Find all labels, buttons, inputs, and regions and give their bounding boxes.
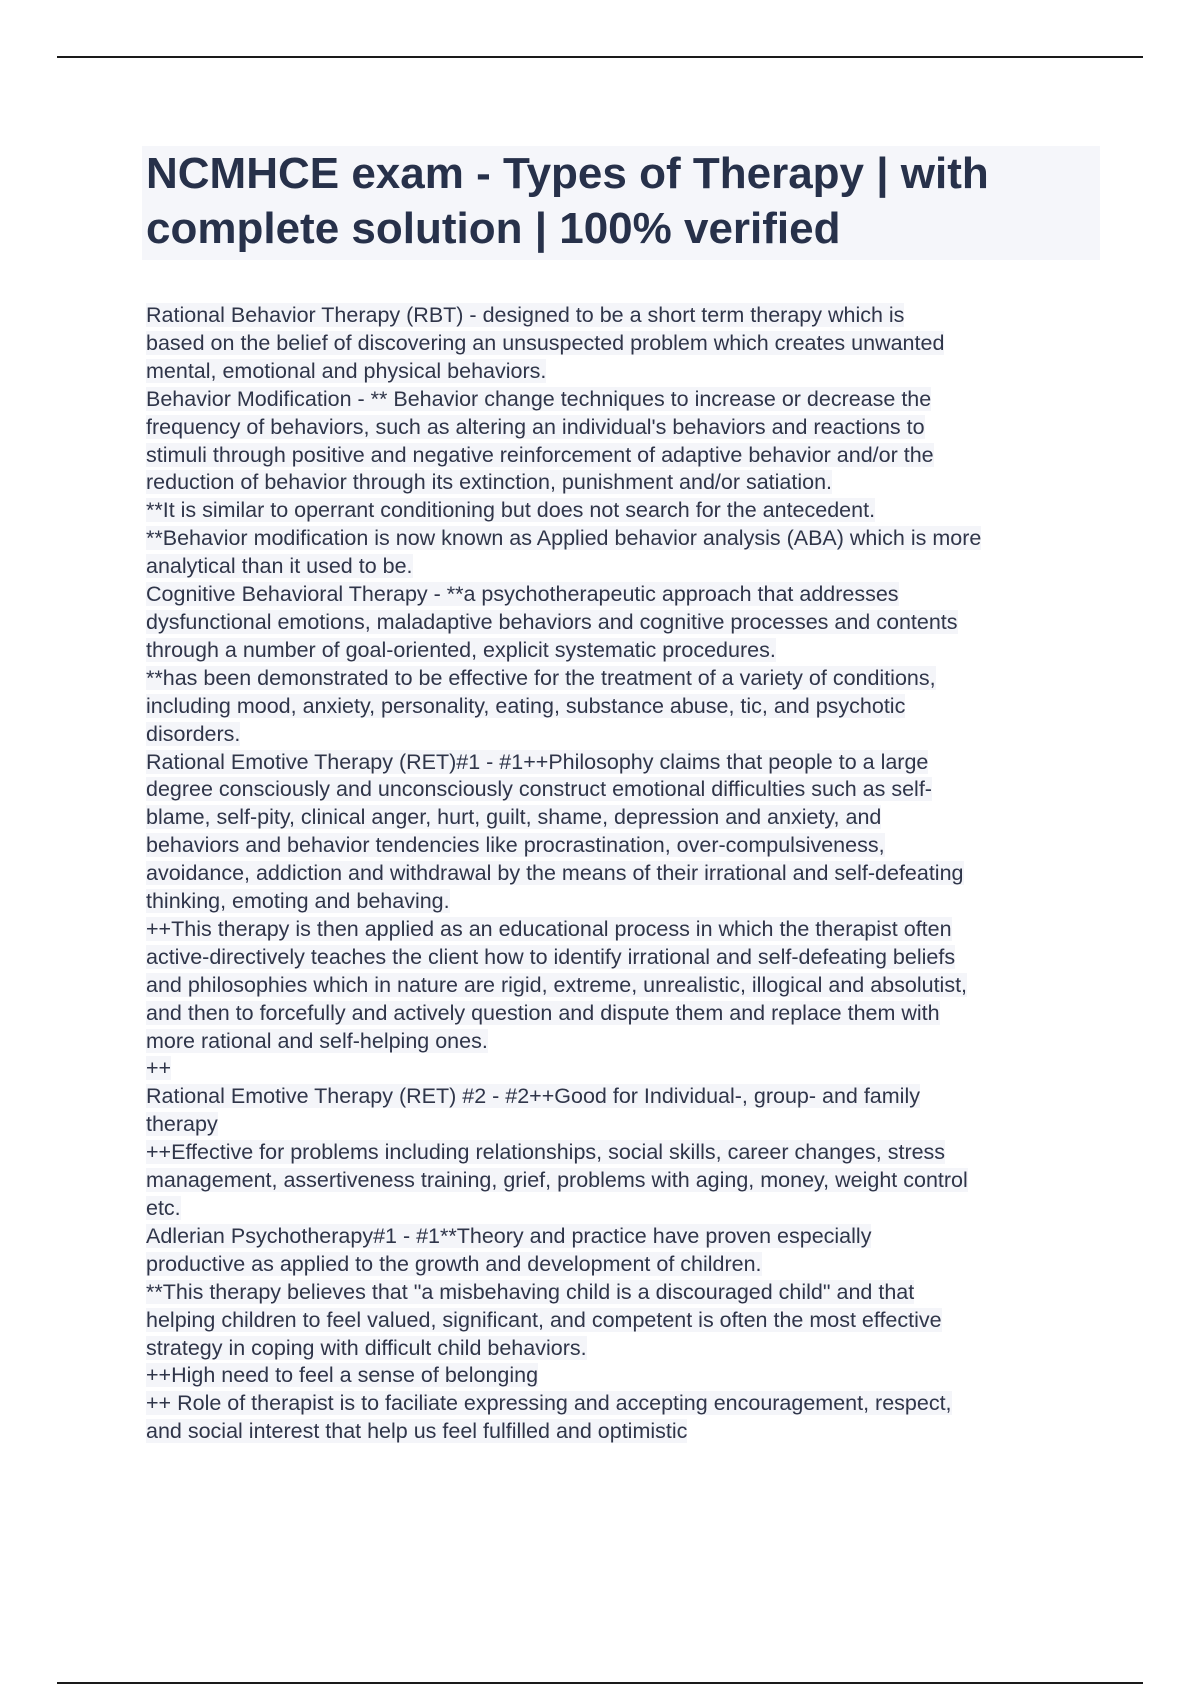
body-line-text: and then to forcefully and actively question and dispute them and replace them with xyxy=(146,1000,940,1025)
body-line xyxy=(146,1195,1096,1223)
body-line-text: **Behavior modification is now known as Applied behavior analysis (ABA) which is more xyxy=(146,526,982,551)
body-line-text: etc. xyxy=(146,1196,181,1220)
body-line-text: strategy in coping with difficult child behaviors. xyxy=(146,1335,587,1360)
body-line-text: thinking, emoting and behaving. xyxy=(146,889,450,914)
body-line xyxy=(146,1111,1096,1139)
body-line xyxy=(146,888,1096,916)
body-line xyxy=(146,944,1096,972)
body-line-text: ++This therapy is then applied as an educational process in which the therapist often xyxy=(146,916,952,941)
body-line xyxy=(146,776,1096,804)
document-body xyxy=(146,302,1096,1446)
body-line-text: blame, self-pity, clinical anger, hurt, guilt, shame, depression and anxiety, and xyxy=(146,805,882,830)
body-line-text: active-directively teaches the client how to identify irrational and self-defeating beliefs xyxy=(146,944,956,969)
body-line-text: **This therapy believes that "a misbehaving child is a discouraged child" and that xyxy=(146,1279,915,1304)
body-line-text: dysfunctional emotions, maladaptive behaviors and cognitive processes and contents xyxy=(146,609,958,634)
body-line xyxy=(146,860,1096,888)
body-line-text: ++Effective for problems including relationships, social skills, career changes, stress xyxy=(146,1140,946,1165)
body-line-text: stimuli through positive and negative reinforcement of adaptive behavior and/or the xyxy=(146,442,934,467)
body-line-text: based on the belief of discovering an unsuspected problem which creates unwanted xyxy=(146,330,945,355)
body-line xyxy=(146,1167,1096,1195)
body-line xyxy=(146,637,1096,665)
body-line xyxy=(146,1139,1096,1167)
top-rule xyxy=(57,56,1143,58)
body-line-text: therapy xyxy=(146,1112,218,1137)
body-line-text: Rational Emotive Therapy (RET)#1 - #1++Philosophy claims that people to a large xyxy=(146,749,929,774)
body-line-text: reduction of behavior through its extinction, punishment and/or satiation. xyxy=(146,470,833,495)
body-line xyxy=(146,832,1096,860)
body-line xyxy=(146,414,1096,442)
body-line-text: Adlerian Psychotherapy#1 - #1**Theory and practice have proven especially xyxy=(146,1223,872,1248)
body-line xyxy=(146,749,1096,777)
bottom-rule xyxy=(57,1682,1143,1684)
body-line xyxy=(146,1279,1096,1307)
body-line-text: **has been demonstrated to be effective for the treatment of a variety of conditions, xyxy=(146,665,936,690)
body-line xyxy=(146,1000,1096,1028)
body-line-text: disorders. xyxy=(146,721,241,746)
body-line-text: and philosophies which in nature are rigid, extreme, unrealistic, illogical and absolutist, xyxy=(146,972,968,997)
body-line xyxy=(146,1083,1096,1111)
body-line-text: Rational Behavior Therapy (RBT) - designed to be a short term therapy which is xyxy=(146,303,905,327)
body-line xyxy=(146,1335,1096,1363)
body-line-text: ++ xyxy=(146,1056,172,1081)
body-line-text: more rational and self-helping ones. xyxy=(146,1028,488,1053)
body-line-text: management, assertiveness training, grief, problems with aging, money, weight control xyxy=(146,1168,968,1193)
body-line xyxy=(146,469,1096,497)
body-line xyxy=(146,1223,1096,1251)
body-line-text: analytical than it used to be. xyxy=(146,554,413,579)
body-line xyxy=(146,1307,1096,1335)
body-line-text: Rational Emotive Therapy (RET) #2 - #2++Good for Individual-, group- and family xyxy=(146,1084,920,1109)
body-line xyxy=(146,1418,1096,1446)
body-line-text: ++High need to feel a sense of belonging xyxy=(146,1363,539,1388)
body-line xyxy=(146,1055,1096,1083)
document-title: NCMHCE exam - Types of Therapy | with complete solution | 100% verified xyxy=(146,149,989,253)
body-line xyxy=(146,302,1096,330)
body-line xyxy=(146,1390,1096,1418)
body-line-text: Behavior Modification - ** Behavior change techniques to increase or decrease the xyxy=(146,386,932,411)
body-line xyxy=(146,442,1096,470)
body-line-text: mental, emotional and physical behaviors. xyxy=(146,358,547,383)
body-line-text: helping children to feel valued, significant, and competent is often the most effective xyxy=(146,1307,942,1332)
body-line-text: Cognitive Behavioral Therapy - **a psychotherapeutic approach that addresses xyxy=(146,582,899,607)
body-line-text: frequency of behaviors, such as altering an individual's behaviors and reactions to xyxy=(146,414,925,439)
body-line-text: including mood, anxiety, personality, eating, substance abuse, tic, and psychotic xyxy=(146,693,906,718)
body-line xyxy=(146,581,1096,609)
body-line xyxy=(146,330,1096,358)
body-line xyxy=(146,916,1096,944)
body-line xyxy=(146,721,1096,749)
body-line xyxy=(146,1251,1096,1279)
body-line xyxy=(146,1362,1096,1390)
body-line-text: behaviors and behavior tendencies like procrastination, over-compulsiveness, xyxy=(146,833,885,858)
body-line-text: degree consciously and unconsciously construct emotional difficulties such as self- xyxy=(146,777,932,802)
body-line xyxy=(146,693,1096,721)
body-line xyxy=(146,525,1096,553)
body-line xyxy=(146,386,1096,414)
body-line xyxy=(146,972,1096,1000)
body-line xyxy=(146,497,1096,525)
body-line-text: ++ Role of therapist is to faciliate expressing and accepting encouragement, respect, xyxy=(146,1391,952,1416)
body-line-text: avoidance, addiction and withdrawal by the means of their irrational and self-defeating xyxy=(146,861,964,886)
body-line-text: **It is similar to operrant conditioning but does not search for the antecedent. xyxy=(146,498,876,523)
title-block xyxy=(142,146,1100,260)
body-line xyxy=(146,804,1096,832)
body-line xyxy=(146,609,1096,637)
body-line xyxy=(146,358,1096,386)
body-line-text: through a number of goal-oriented, explicit systematic procedures. xyxy=(146,637,776,662)
body-line xyxy=(146,1028,1096,1056)
body-line-text: and social interest that help us feel fulfilled and optimistic xyxy=(146,1419,688,1444)
body-line-text: productive as applied to the growth and development of children. xyxy=(146,1251,762,1276)
body-line xyxy=(146,665,1096,693)
body-line xyxy=(146,553,1096,581)
